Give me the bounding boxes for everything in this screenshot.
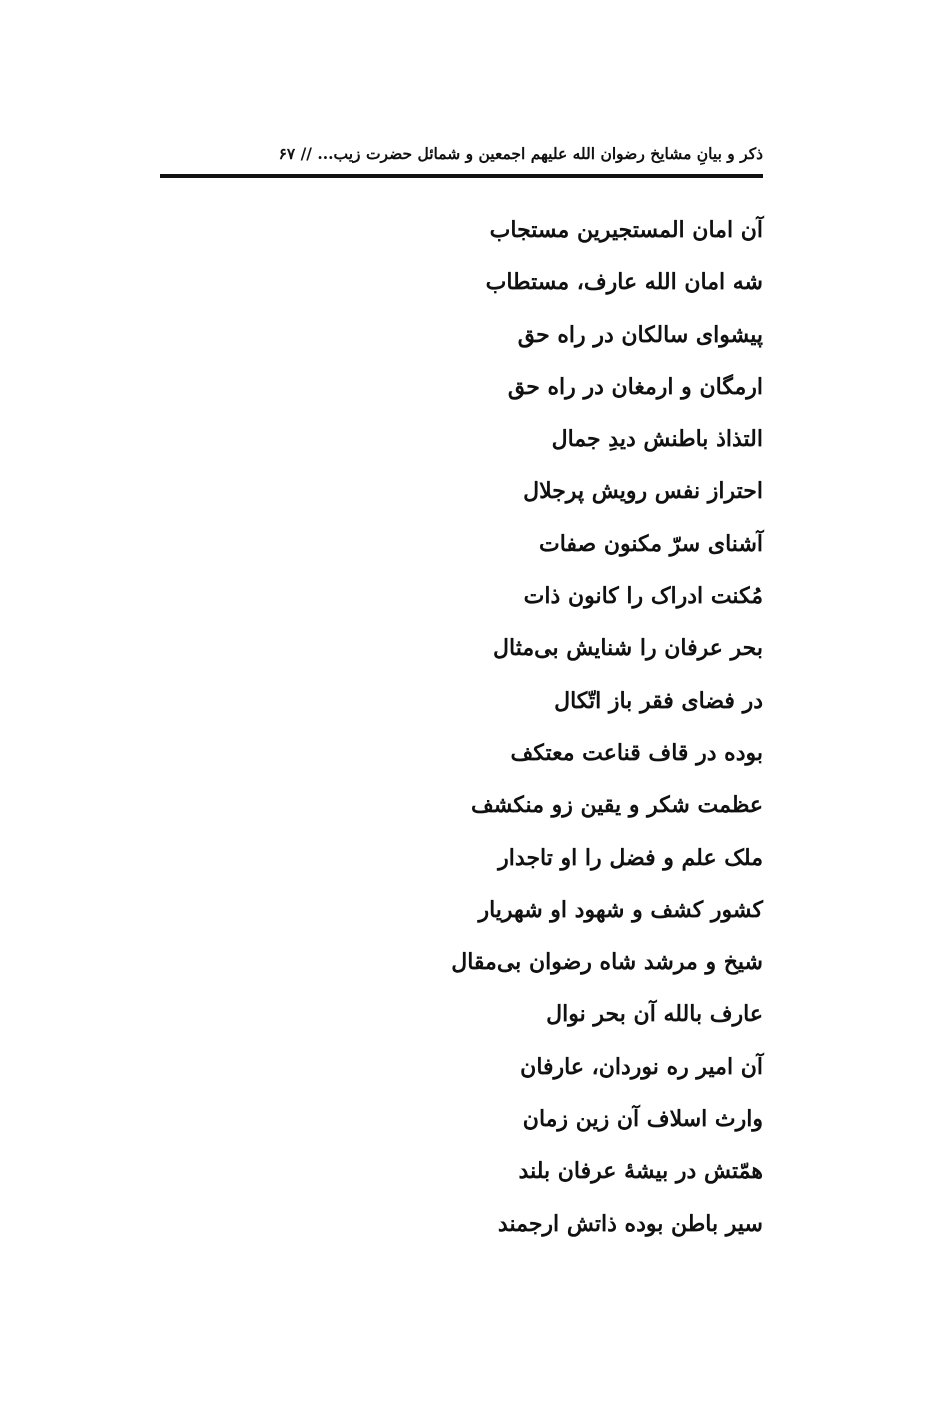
poem-line: عظمت شکر و یقین زو منکشف [471, 792, 763, 819]
poem-line: آن امان المستجیرین مستجاب [489, 217, 763, 243]
poem-line: مُکنت ادراک را کانون ذات [523, 583, 763, 610]
poem-line: کشور کشف و شهود او شهریار [478, 896, 763, 923]
poem-line: ارمگان و ارمغان در راه حق [507, 373, 763, 400]
poem-line: ملک علم و فضل را او تاجدار [498, 844, 763, 871]
poem-line: آشنای سرّ مکنون صفات [539, 530, 763, 557]
poem-line: بحر عرفان را شنایش بی‌مثال [493, 635, 763, 662]
poem-line: در فضای فقر باز اتّکال [554, 687, 763, 714]
poem [363, 210, 763, 1256]
poem-line: آن امیر ره نوردان، عارفان [520, 1053, 763, 1080]
poem-line: شیخ و مرشد شاه رضوان بی‌مقال [451, 949, 763, 976]
poem-line: همّتش در بیشهٔ عرفان بلند [518, 1158, 763, 1185]
poem-line: سیر باطن بوده ذاتش ارجمند [497, 1210, 763, 1237]
poem-line: بوده در قاف قناعت معتکف [510, 739, 763, 766]
running-header [160, 138, 763, 178]
poem-line: احتراز نفس رویش پرجلال [523, 478, 763, 505]
poem-line: التذاذ باطنش دیدِ جمال [551, 426, 763, 453]
header-rule [160, 174, 763, 178]
running-header-title: ذکر و بیانِ مشایخ رضوان الله علیهم اجمعین و شمائل حضرت زیب... // ۶۷ [278, 144, 763, 163]
poem-line: عارف بالله آن بحر نوال [546, 1001, 763, 1028]
poem-line: وارث اسلاف آن زین زمان [522, 1106, 763, 1133]
poem-line: شه امان الله عارف، مستطاب [485, 269, 763, 296]
poem-line: پیشوای سالکان در راه حق [517, 321, 763, 348]
